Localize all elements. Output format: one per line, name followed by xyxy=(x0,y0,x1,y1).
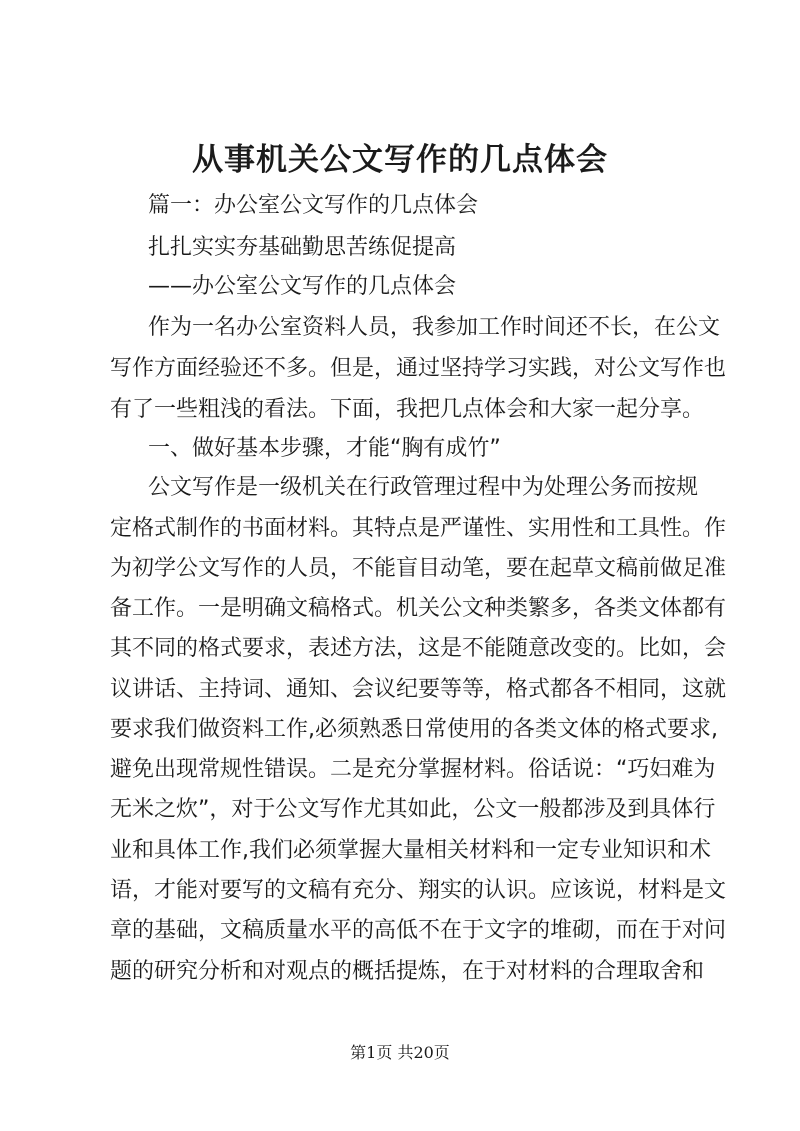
text-line: 篇一：办公室公文写作的几点体会 xyxy=(148,193,479,218)
text-line: 定格式制作的书面材料。其特点是严谨性、实用性和工具性。作 xyxy=(110,516,727,541)
text-line: 题的研究分析和对观点的概括提炼，在于对材料的合理取舍和 xyxy=(110,959,705,984)
text-line: 其不同的格式要求，表述方法，这是不能随意改变的。比如，会 xyxy=(110,636,727,661)
text-line: 备工作。一是明确文稿格式。机关公文种类繁多，各类文体都有 xyxy=(110,596,727,621)
text-line: 写作方面经验还不多。但是，通过坚持学习实践，对公文写作也 xyxy=(110,356,727,381)
text-line: 为初学公文写作的人员，不能盲目动笔，要在起草文稿前做足准 xyxy=(110,556,727,581)
page-title: 从事机关公文写作的几点体会 xyxy=(192,142,608,178)
text-line: 要求我们做资料工作,必须熟悉日常使用的各类文体的格式要求, xyxy=(110,717,718,742)
text-line: 业和具体工作,我们必须掌握大量相关材料和一定专业知识和术 xyxy=(110,838,711,863)
text-line: 作为一名办公室资料人员，我参加工作时间还不长，在公文 xyxy=(148,315,721,340)
page-number-footer: 第1页 共20页 xyxy=(350,1043,450,1062)
text-line: 有了一些粗浅的看法。下面，我把几点体会和大家一起分享。 xyxy=(110,397,705,422)
text-line: 章的基础，文稿质量水平的高低不在于文字的堆砌，而在于对问 xyxy=(110,918,727,943)
text-line: 扎扎实实夯基础勤思苦练促提高 xyxy=(148,235,457,260)
text-line: 语，才能对要写的文稿有充分、翔实的认识。应该说，材料是文 xyxy=(110,878,727,903)
text-line: 一、做好基本步骤，才能“胸有成竹” xyxy=(148,436,501,461)
text-line: 无米之炊”，对于公文写作尤其如此，公文一般都涉及到具体行 xyxy=(110,797,716,822)
text-line: 避免出现常规性错误。二是充分掌握材料。俗话说：“巧妇难为 xyxy=(110,757,716,782)
text-line: 议讲话、主持词、通知、会议纪要等等，格式都各不相同，这就 xyxy=(110,677,727,702)
text-line: ——办公室公文写作的几点体会 xyxy=(148,274,457,299)
text-line: 公文写作是一级机关在行政管理过程中为处理公务而按规 xyxy=(148,475,699,500)
